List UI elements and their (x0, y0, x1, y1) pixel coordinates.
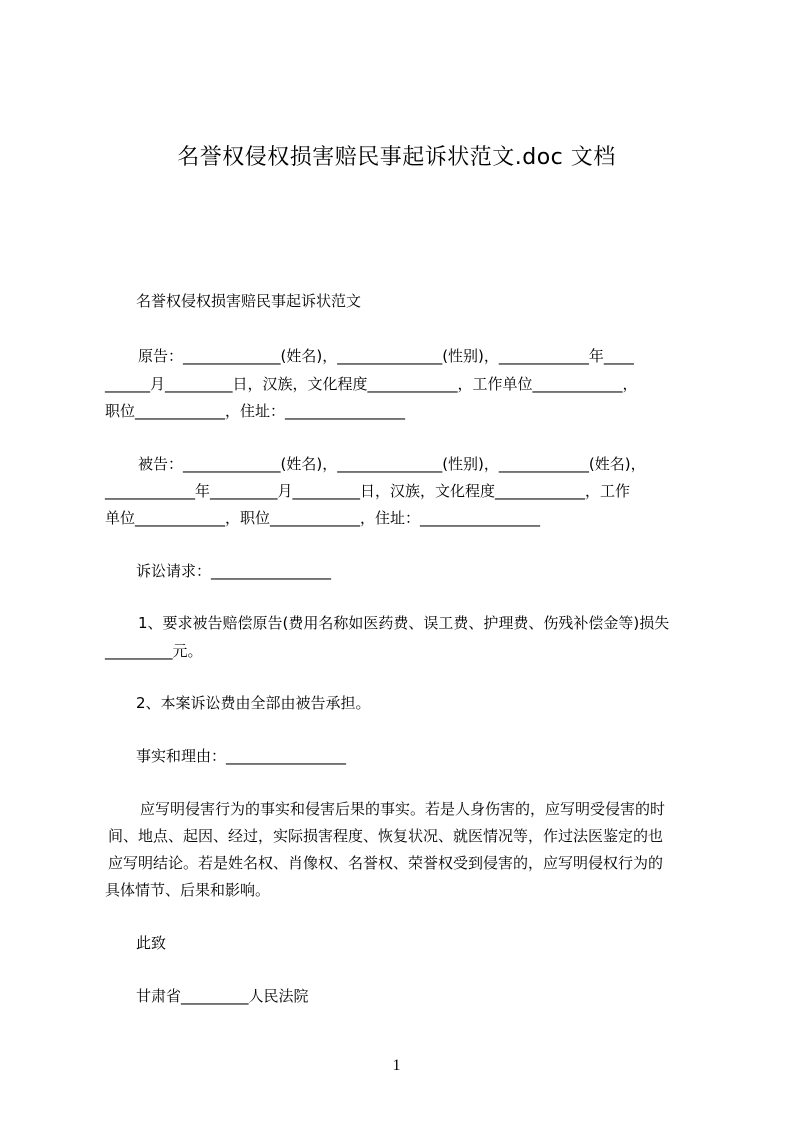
facts-line-3: 应写明结论。若是姓名权、肖像权、名誉权、荣誉权受到侵害的，应写明侵权行为的 (108, 854, 664, 872)
defendant-line-1: 被告：_____________(姓名)，______________(性别)，____________(姓名)， (138, 455, 646, 473)
court-name: 甘肃省_________人民法院 (136, 987, 309, 1005)
page-number: 1 (392, 1057, 401, 1074)
plaintiff-line-2: ______月_________日，汉族，文化程度____________，工作单位____________， (105, 375, 638, 393)
claim-1-line-2: _________元。 (105, 642, 203, 660)
claim-1-line-1: 1、要求被告赔偿原告(费用名称如医药费、误工费、护理费、伤残补偿金等)损失 (138, 614, 670, 632)
defendant-line-3: 单位____________，职位____________，住址：________________ (105, 509, 541, 527)
facts-line-2: 间、地点、起因、经过，实际损害程度、恢复状况、就医情况等，作过法医鉴定的也 (108, 827, 664, 845)
salutation: 此致 (136, 934, 167, 952)
claim-2: 2、本案诉讼费由全部由被告承担。 (136, 694, 371, 712)
claims-heading: 诉讼请求：________________ (136, 562, 332, 580)
facts-heading: 事实和理由：________________ (136, 747, 347, 765)
defendant-line-2: ____________年_________月_________日，汉族，文化程度____________，工作 (105, 482, 631, 500)
facts-line-1: 应写明侵害行为的事实和侵害后果的事实。若是人身伤害的，应写明受侵害的时 (140, 800, 666, 818)
plaintiff-line-1: 原告：_____________(姓名)，______________(性别)，____________年____ (138, 347, 634, 365)
facts-line-4: 具体情节、后果和影响。 (105, 881, 271, 899)
plaintiff-line-3: 职位____________，住址：________________ (105, 402, 406, 420)
document-subtitle: 名誉权侵权损害赔民事起诉状范文 (136, 292, 362, 310)
document-title: 名誉权侵权损害赔民事起诉状范文.doc 文档 (177, 145, 616, 170)
